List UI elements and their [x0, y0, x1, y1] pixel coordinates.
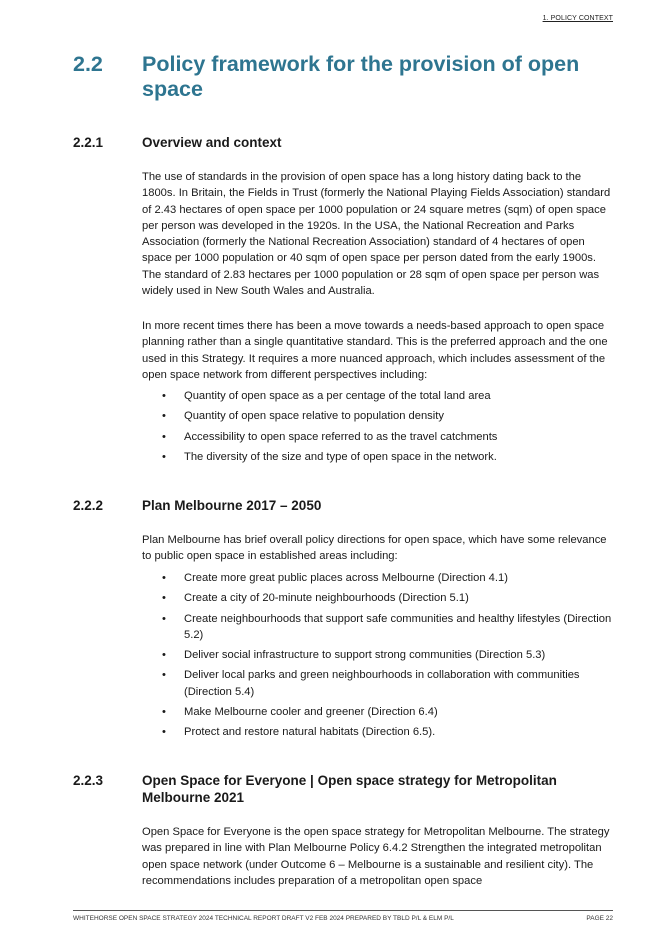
list-item-text: Accessibility to open space referred to as the travel catchments [184, 430, 498, 443]
paragraph: The use of standards in the provision of open space has a long history dating back to the 1800s. In Britain, the Fields in Trust (formerly the National Playing Fields Association) standard of 2.43 hectares of open space per 1000 population or 24 square metres (sqm) of open space per person was developed in the 1920s. In the USA, the National Recreation and Parks Association (formerly the National Recreation Association) standard of 4 hectares of open space per 1000 population or 40 sqm of open space per person dated from the early 1900s. The standard of 2.83 hectares per 1000 population or 28 sqm of open space per person was widely used in New South Wales and Australia. [142, 171, 611, 298]
bullet-icon: • [162, 572, 166, 584]
bullet-icon: • [162, 592, 166, 605]
subsection-number: 2.2.2 [73, 498, 104, 513]
list-item-text: The diversity of the size and type of open space in the network. [184, 450, 497, 463]
running-head: 1. POLICY CONTEXT [542, 15, 613, 22]
bullet-list [142, 388, 614, 465]
list-item-text: Create a city of 20-minute neighbourhoods (Direction 5.1) [184, 592, 469, 605]
footer-text: WHITEHORSE OPEN SPACE STRATEGY 2024 TECHNICAL REPORT DRAFT V2 FEB 2024 PREPARED BY TBLD P/L & ELM P/L [73, 915, 454, 922]
bullet-icon: • [162, 669, 166, 682]
bullet-icon: • [162, 410, 166, 423]
subsection-number: 2.2.1 [73, 135, 104, 150]
bullet-icon: • [162, 612, 166, 625]
list-item [142, 667, 614, 700]
section-number: 2.2 [73, 52, 103, 76]
subsection-number: 2.2.3 [73, 773, 104, 788]
bullet-icon: • [162, 649, 166, 662]
list-item-text: Protect and restore natural habitats (Direction 6.5). [184, 726, 436, 739]
subsection-title: Open Space for Everyone | Open space strategy for Metropolitan Melbourne 2021 [142, 773, 557, 805]
bullet-icon: • [162, 430, 166, 443]
list-item-text: Make Melbourne cooler and greener (Direction 6.4) [184, 706, 438, 719]
subsection-title: Plan Melbourne 2017 – 2050 [142, 498, 322, 513]
list-item-text: Deliver local parks and green neighbourhoods in collaboration with communities (Direction 5.4) [184, 669, 580, 698]
bullet-icon: • [162, 450, 166, 463]
list-item [142, 590, 614, 606]
bullet-list [142, 570, 614, 741]
list-item [142, 570, 614, 586]
list-item-text: Quantity of open space as a per centage of the total land area [184, 390, 491, 402]
list-item [142, 647, 614, 663]
section-title: Policy framework for the provision of open space [142, 52, 580, 101]
list-item [142, 408, 614, 424]
list-item [142, 388, 614, 404]
list-item [142, 611, 614, 644]
bullet-icon: • [162, 390, 166, 402]
subsection-title: Overview and context [142, 135, 282, 150]
bullet-icon: • [162, 706, 166, 719]
paragraph: In more recent times there has been a move towards a needs-based approach to open space planning rather than a single quantitative standard. This is the preferred approach and the one used in this Strategy. It requires a more nuanced approach, which includes assessment of the open space network from different perspectives including: [142, 320, 608, 381]
list-item-text: Deliver social infrastructure to support strong communities (Direction 5.3) [184, 649, 546, 662]
list-item-text: Create more great public places across Melbourne (Direction 4.1) [184, 572, 508, 584]
list-item [142, 724, 614, 740]
list-item-text: Create neighbourhoods that support safe communities and healthy lifestyles (Direction 5.2) [184, 612, 612, 641]
footer-divider [73, 910, 613, 911]
list-item [142, 704, 614, 720]
bullet-icon: • [162, 726, 166, 739]
list-item [142, 449, 614, 465]
list-item-text: Quantity of open space relative to population density [184, 410, 444, 423]
paragraph: Open Space for Everyone is the open space strategy for Metropolitan Melbourne. The strategy was prepared in line with Plan Melbourne Policy 6.4.2 Strengthen the integrated metropolitan open space network (under Outcome 6 – Melbourne is a sustainable and resilient city). The recommendations includes preparation of a metropolitan open space [142, 826, 610, 887]
page-number: PAGE 22 [586, 915, 613, 922]
paragraph: Plan Melbourne has brief overall policy directions for open space, which have some relevance to public open space in established areas including: [142, 534, 607, 563]
list-item [142, 429, 614, 445]
